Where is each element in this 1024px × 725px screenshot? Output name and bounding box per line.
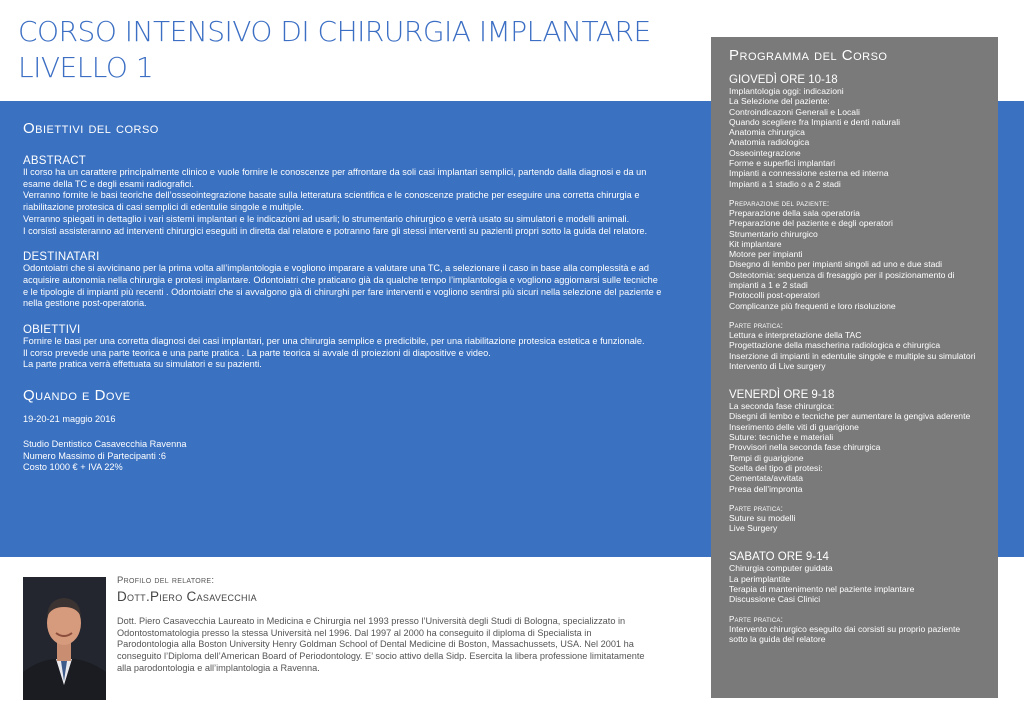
day3-pratica-label: Parte pratica: (729, 614, 784, 624)
day2-pratica-list (729, 513, 980, 534)
list-item: Suture: tecniche e materiali (729, 432, 834, 443)
day2-list (729, 401, 980, 494)
list-item: Anatomia radiologica (729, 137, 810, 148)
list-item: Forme e superfici implantari (729, 158, 836, 169)
programma-heading: Programma del Corso (729, 47, 888, 64)
obiettivi-paragraph: La parte pratica verrà effettuata su simulatori e su pazienti. (23, 359, 262, 370)
abstract-paragraph: Il corso ha un carattere principalmente clinico e vuole fornire le conoscenze per affrontare da soli casi implantari semplici, partendo dalla diagnosi e da un esame della TC e degli esami radiografici. (23, 167, 647, 189)
obiettivi-paragraph: Il corso prevede una parte teorica e una parte pratica . La parte teorica si avvale di proiezioni di diapositive e video. (23, 347, 491, 358)
list-item: Discussione Casi Clinici (729, 594, 821, 605)
day1-pratica-label: Parte pratica: (729, 320, 784, 330)
list-item: Terapia di mantenimento nel paziente implantare (729, 583, 915, 594)
list-item: Preparazione della sala operatoria (729, 207, 860, 218)
list-item: Disegni di lembo e tecniche per aumentare la gengiva aderente (729, 411, 971, 422)
day1-title: GIOVEDÌ ORE 10-18 (729, 74, 838, 86)
quando-cost: Costo 1000 € + IVA 22% (23, 462, 123, 473)
day3-list (729, 563, 980, 604)
portrait-image (23, 577, 106, 700)
list-item: Live Surgery (729, 523, 778, 534)
title-line-1: CORSO INTENSIVO DI CHIRURGIA IMPLANTARE (18, 15, 651, 48)
list-item: Lettura e interpretazione della TAC (729, 329, 862, 340)
day1-list (729, 86, 980, 189)
destinatari-text: Odontoiatri che si avvicinano per la prima volta all’implantologia e vogliono imparare a valutare una TC, a selezionare il caso in base alla complessità e ad acquisire autonomia nella chirurgia e protesi implantare. Odontoiatri che praticano già da qualche tempo l’implantologia e vogliono aggiornarsi sulle tecniche e le tipologie di impianti più recenti . Odontoiatri che si avvalgono già di chirurghi per fare interventi e vogliono sentirsi più sicuri nella selezione del paziente e nella gestione post-operatoria. (23, 263, 662, 309)
day1-pratica-list (729, 330, 980, 371)
list-item: Complicanze più frequenti e loro risoluzione (729, 300, 896, 311)
list-item: Quando scegliere fra Impianti e denti naturali (729, 116, 901, 127)
list-item: Intervento chirurgico eseguito dai corsisti su proprio paziente sotto la guida del relatore (729, 623, 961, 644)
list-item: Inserimento delle viti di guarigione (729, 421, 859, 432)
page-title (18, 14, 708, 86)
list-item: Osseointegrazione (729, 147, 801, 158)
abstract-paragraph: I corsisti assisteranno ad interventi chirurgici eseguiti in diretta dal relatore e potranno fare gli stessi interventi su pazienti propri sotto la guida del relatore. (23, 225, 648, 236)
programma-panel (711, 37, 998, 698)
speaker-label: Profilo del relatore: (117, 575, 215, 586)
list-item: Intervento di Live surgery (729, 360, 826, 371)
quando-max: Numero Massimo di Partecipanti :6 (23, 450, 166, 461)
list-item: Suture su modelli (729, 512, 796, 523)
obiettivi-heading: Obiettivi del corso (23, 120, 159, 137)
list-item: La Selezione del paziente: (729, 96, 830, 107)
speaker-section (117, 575, 647, 675)
quando-heading: Quando e Dove (23, 387, 131, 405)
destinatari-title: DESTINATARI (23, 251, 100, 264)
obiettivi-text (23, 336, 663, 371)
day1-prep-list (729, 208, 980, 311)
list-item: Disegno di lembo per impianti singoli ad uno e due stadi (729, 259, 943, 270)
list-item: Implantologia oggi: indicazioni (729, 86, 844, 96)
day3-pratica-list (729, 624, 980, 645)
list-item: Protocolli post-operatori (729, 290, 820, 301)
list-item: Tempi di guarigione (729, 452, 804, 463)
list-item: Osteotomia: sequenza di fresaggio per il posizionamento di impianti a 1 e 2 stadi (729, 269, 955, 291)
list-item: Strumentario chirurgico (729, 228, 818, 239)
list-item: La perimplantite (729, 573, 791, 584)
list-item: Impianti a connessione esterna ed interna (729, 168, 889, 179)
day3-title: SABATO ORE 9-14 (729, 551, 829, 564)
list-item: Scelta del tipo di protesi: (729, 462, 823, 473)
list-item: Kit implantare (729, 238, 782, 249)
obiettivi-section (23, 120, 663, 474)
list-item: Progettazione della mascherina radiologica e chirurgica (729, 340, 941, 351)
list-item: Chirurgia computer guidata (729, 563, 833, 574)
list-item: Controindicazoni Generali e Locali (729, 106, 860, 117)
day2-pratica-label: Parte pratica: (729, 503, 784, 513)
day2-title: VENERDÌ ORE 9-18 (729, 389, 835, 402)
list-item: Motore per impianti (729, 249, 803, 260)
abstract-title: ABSTRACT (23, 155, 86, 167)
list-item: Presa dell’impronta (729, 483, 803, 494)
list-item: Preparazione del paziente e degli operatori (729, 218, 893, 229)
obiettivi-title: OBIETTIVI (23, 324, 81, 337)
title-line-2: LIVELLO 1 (18, 51, 154, 84)
day1-prep-label: Preparazione del paziente: (729, 198, 830, 208)
quando-date: 19-20-21 maggio 2016 (23, 414, 116, 425)
list-item: Anatomia chirurgica (729, 127, 805, 138)
abstract-paragraph: Verranno fornite le basi teoriche dell’osseointegrazione basate sulla letteratura scientifica e le conoscenze pratiche per eseguire una corretta chirurgia e riabilitazione protesica di casi semplici di edentulie singole e multiple. (23, 190, 640, 213)
quando-place: Studio Dentistico Casavecchia Ravenna (23, 438, 187, 449)
abstract-paragraph: Verranno spiegati in dettaglio i vari sistemi implantari e le indicazioni ad usarli; lo strumentario chirurgico e verrà usato su simulatori e modelli animali. (23, 213, 630, 224)
obiettivi-paragraph: Fornire le basi per una corretta diagnosi dei casi implantari, per una chirurgia semplice e predicibile, per una riabilitazione protesica estetica e funzionale. (23, 336, 645, 347)
list-item: Cementata/avvitata (729, 473, 804, 484)
list-item: Impianti a 1 stadio o a 2 stadi (729, 178, 841, 189)
speaker-photo (23, 577, 106, 700)
list-item: Inserzione di impianti in edentulie singole e multiple su simulatori (729, 350, 976, 361)
list-item: La seconda fase chirurgica: (729, 401, 835, 412)
speaker-bio: Dott. Piero Casavecchia Laureato in Medicina e Chirurgia nel 1993 presso l’Università degli Studi di Bologna, specializzato in Odontostomatologia presso la stessa Università nel 1996. Dal 1997 al 2000 ha conseguito il diploma di Specialista in Parodontologia alla Boston University Henry Goldman School of Dental Medicine di Boston, Massachussets, USA. Nel 2001 ha conseguito l’Diploma dell’American Board of Periodontology. E’ socio attivo della Sidp. Esercita la libera professione limitatamente alla parodontologia e all’implantologia a Ravenna. (117, 616, 645, 673)
abstract-text (23, 167, 663, 237)
list-item: Provvisori nella seconda fase chirurgica (729, 442, 881, 453)
speaker-name: Dott.Piero Casavecchia (117, 589, 257, 604)
